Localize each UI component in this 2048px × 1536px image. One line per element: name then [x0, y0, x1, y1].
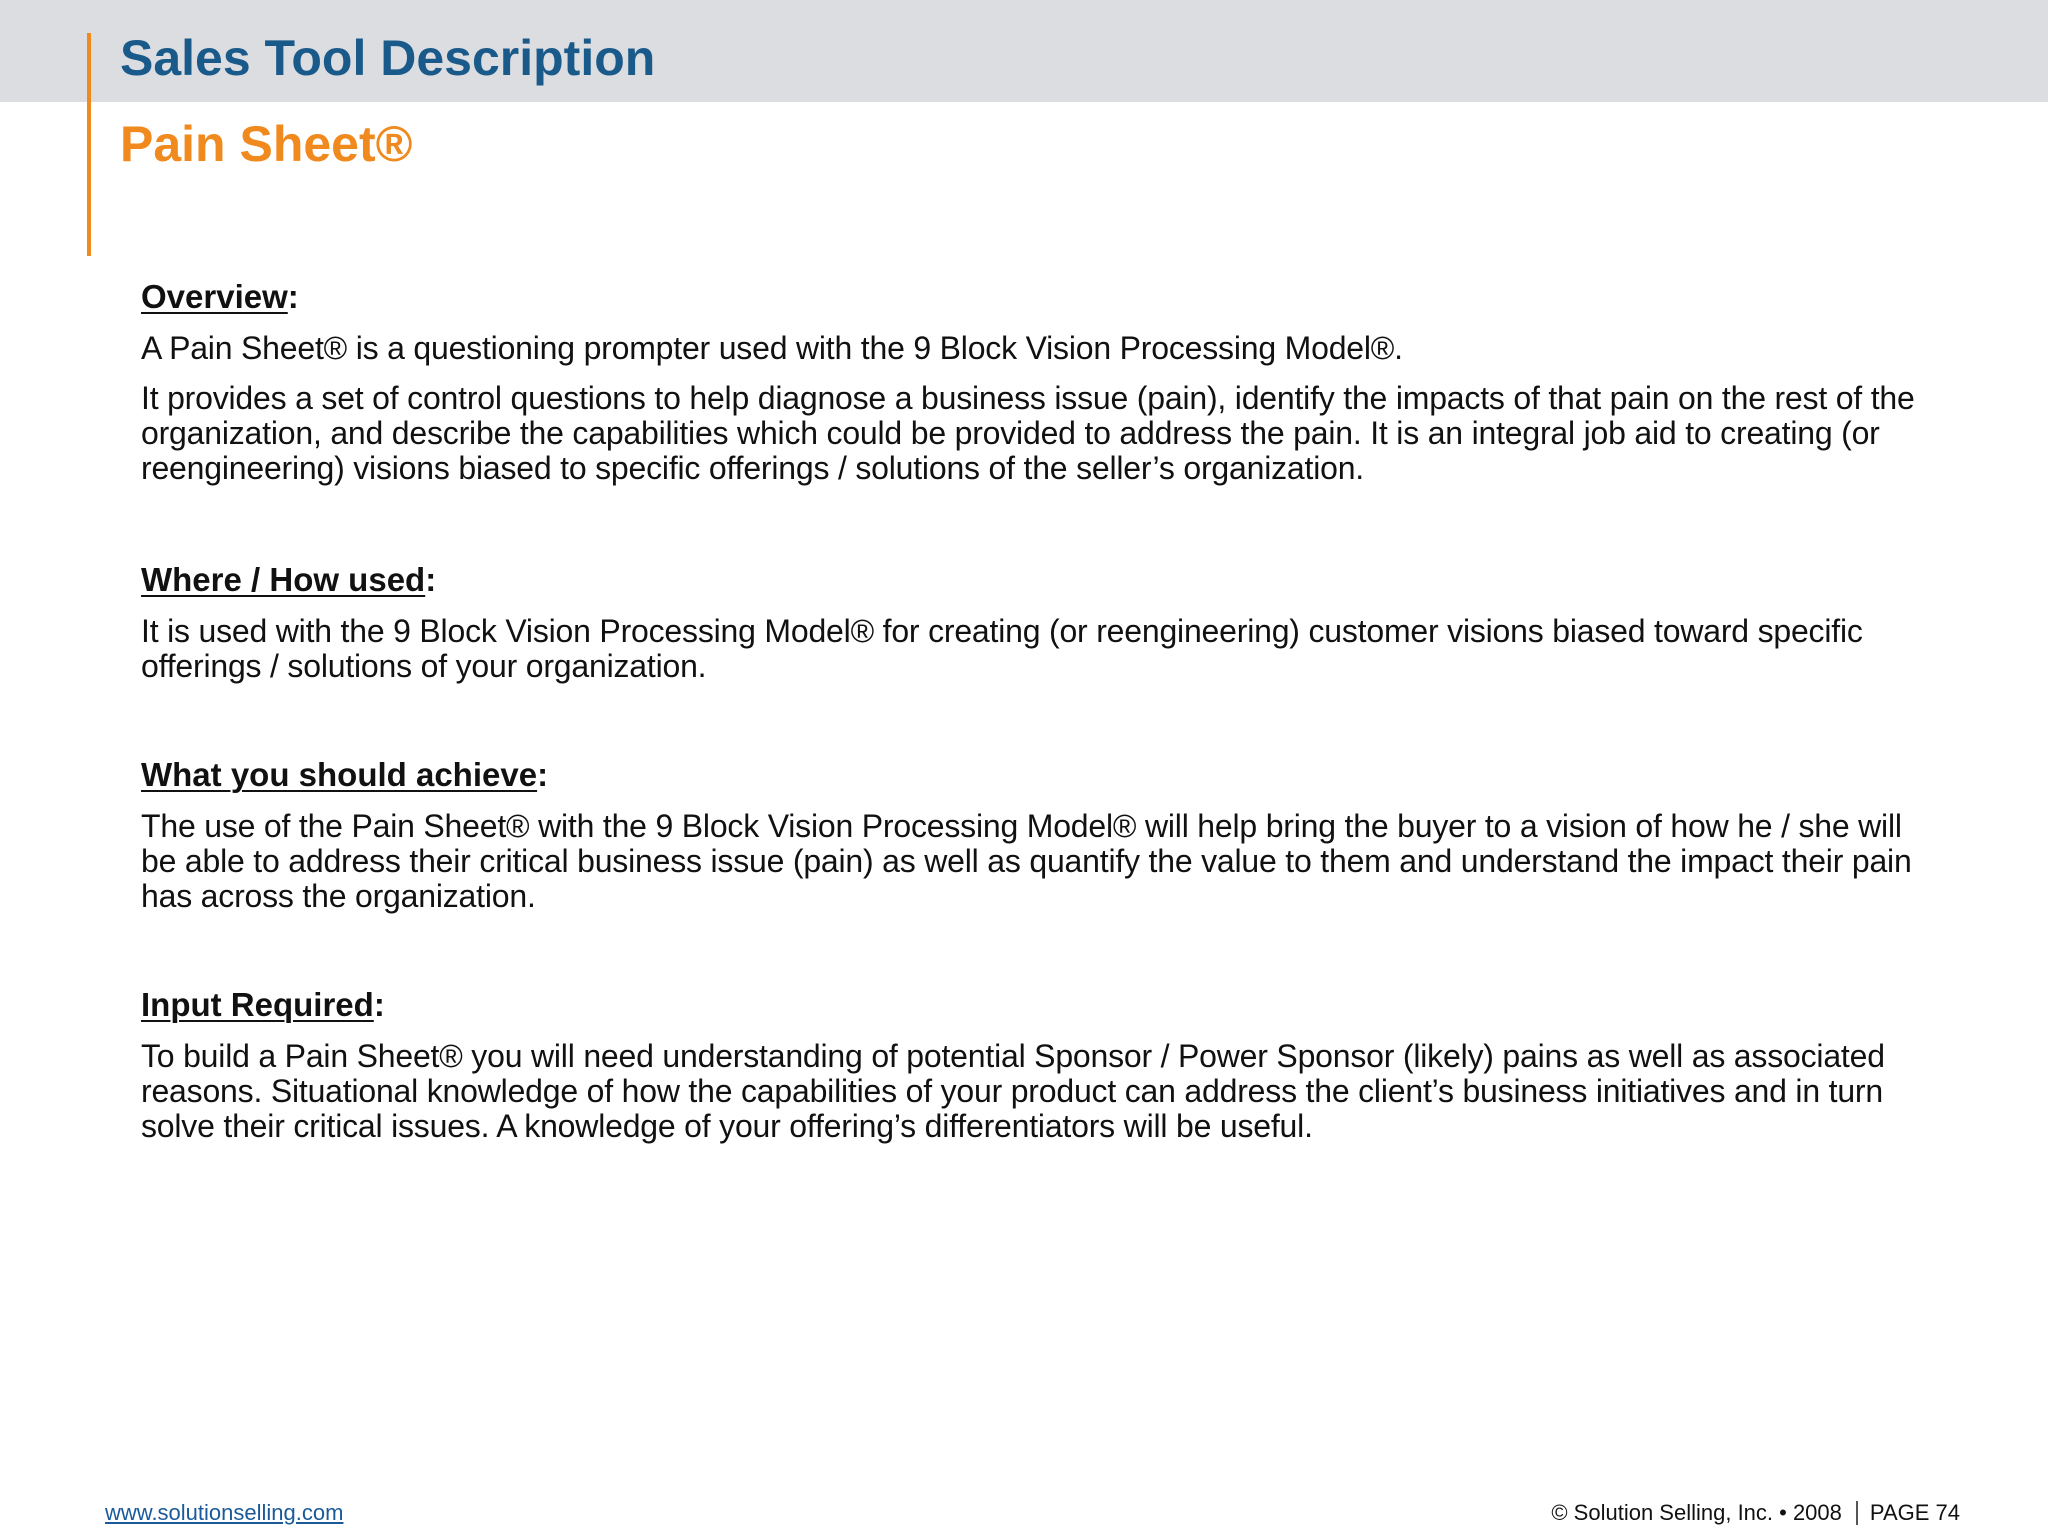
- section-paragraph: A Pain Sheet® is a questioning prompter used with the 9 Block Vision Processing Model®.: [141, 330, 1403, 366]
- section-heading: Where / How used:: [141, 561, 437, 598]
- page-subtitle: Pain Sheet®: [120, 116, 413, 172]
- section-input-required: [141, 986, 1941, 1159]
- section-what-you-should-achieve: [141, 756, 1941, 929]
- section-heading-text: Overview: [141, 278, 288, 315]
- section-paragraph: It is used with the 9 Block Vision Processing Model® for creating (or reengineering) customer visions biased toward specific offerings / solutions of your organization.: [141, 613, 1863, 684]
- section-paragraph: To build a Pain Sheet® you will need understanding of potential Sponsor / Power Sponsor (likely) pains as well as associated reasons. Situational knowledge of how the capabilities of your product can address the client’s business initiatives and in turn solve their critical issues. A knowledge of your offering’s differentiators will be useful.: [141, 1038, 1885, 1144]
- section-overview: [141, 278, 1941, 501]
- section-heading: Overview:: [141, 278, 299, 315]
- accent-bar: [87, 33, 91, 256]
- section-heading: Input Required:: [141, 986, 385, 1023]
- section-paragraph: The use of the Pain Sheet® with the 9 Block Vision Processing Model® will help bring the buyer to a vision of how he / she will be able to address their critical business issue (pain) as well as quantify the value to them and understand the impact their pain has across the organization.: [141, 808, 1912, 914]
- footer-info: [1551, 1500, 1960, 1526]
- page-title: Sales Tool Description: [120, 30, 656, 86]
- copyright-text: © Solution Selling, Inc. • 2008: [1551, 1500, 1842, 1525]
- section-heading-text: What you should achieve: [141, 756, 538, 793]
- footer-divider: [1856, 1501, 1858, 1525]
- section-heading: What you should achieve:: [141, 756, 549, 793]
- section-where-how-used: [141, 561, 1941, 699]
- section-heading-text: Where / How used: [141, 561, 426, 598]
- section-heading-text: Input Required: [141, 986, 374, 1023]
- page-number: PAGE 74: [1869, 1500, 1960, 1525]
- section-paragraph: It provides a set of control questions to help diagnose a business issue (pain), identify the impacts of that pain on the rest of the organization, and describe the capabilities which could be provided to address the pain. It is an integral job aid to creating (or reengineering) visions biased to specific offerings / solutions of the seller’s organization.: [141, 380, 1915, 486]
- website-link[interactable]: www.solutionselling.com: [105, 1500, 344, 1525]
